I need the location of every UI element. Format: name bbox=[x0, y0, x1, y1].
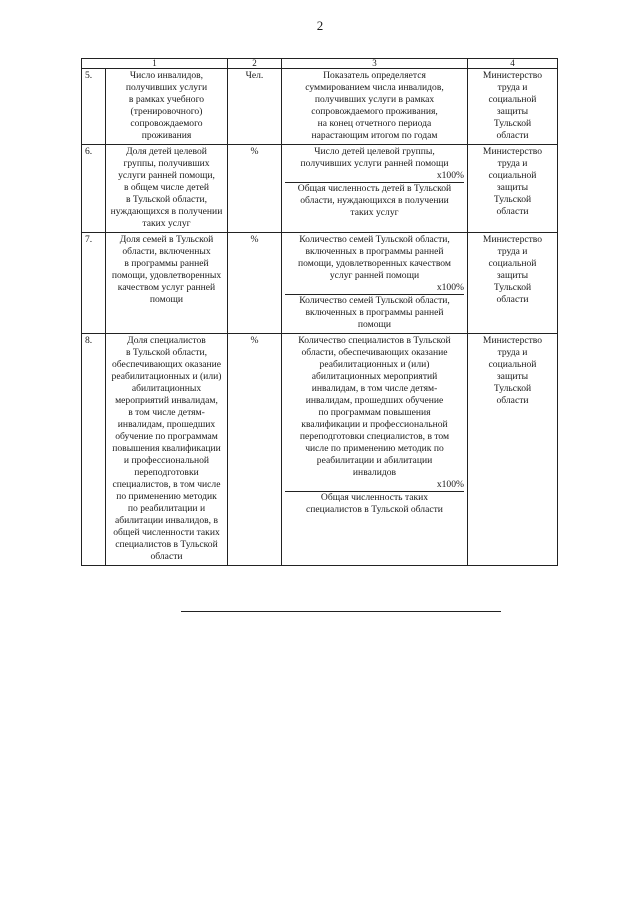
indicator-name-line: услуги ранней помощи, bbox=[118, 170, 215, 181]
formula-numerator-line: услуг ранней помощи bbox=[329, 270, 420, 281]
responsible-body bbox=[468, 233, 558, 334]
unit-of-measure: % bbox=[228, 334, 282, 566]
indicator-name-line: Доля семей в Тульской bbox=[119, 234, 214, 245]
indicator-name-line: переподготовки bbox=[134, 467, 199, 478]
responsible-body-line: Тульской bbox=[493, 194, 532, 205]
unit-of-measure: % bbox=[228, 233, 282, 334]
indicator-name-line: Доля специалистов bbox=[127, 335, 206, 346]
formula-denominator-line: таких услуг bbox=[350, 207, 399, 218]
indicator-name-line: сопровождаемого bbox=[130, 118, 203, 129]
formula-denominator-line: Количество семей Тульской области, bbox=[299, 295, 450, 306]
responsible-body-line: защиты bbox=[496, 371, 529, 382]
calculation-formula bbox=[282, 233, 468, 334]
formula-denominator-line: специалистов в Тульской области bbox=[306, 504, 443, 515]
indicator-name bbox=[106, 233, 228, 334]
table-row bbox=[82, 145, 558, 233]
responsible-body-line: Тульской bbox=[493, 383, 532, 394]
responsible-body-line: социальной bbox=[488, 94, 537, 105]
calculation-formula bbox=[282, 69, 468, 145]
indicator-name-line: области bbox=[150, 551, 183, 562]
formula-numerator-line: Число детей целевой группы, bbox=[314, 146, 435, 157]
responsible-body-line: Министерство bbox=[482, 146, 543, 157]
responsible-body-line: области bbox=[496, 395, 529, 406]
indicator-name-line: повышения квалификации bbox=[112, 443, 221, 454]
table-row bbox=[82, 233, 558, 334]
formula-numerator-line: получивших услуги в рамках bbox=[314, 94, 435, 105]
indicator-name-line: по применению методик bbox=[116, 491, 217, 502]
indicator-name-line: общей численности таких bbox=[113, 527, 220, 538]
fraction-bar: х100% bbox=[285, 479, 464, 492]
indicator-name bbox=[106, 69, 228, 145]
responsible-body-line: Министерство bbox=[482, 234, 543, 245]
indicator-name-line: нуждающихся в получении bbox=[110, 206, 223, 217]
responsible-body bbox=[468, 334, 558, 566]
formula-numerator-line: переподготовки специалистов, в том bbox=[299, 431, 450, 442]
formula-numerator-line: инвалидов bbox=[352, 467, 397, 478]
column-header: 2 bbox=[228, 59, 282, 69]
column-header: 1 bbox=[82, 59, 228, 69]
responsible-body-line: области bbox=[496, 130, 529, 141]
responsible-body-line: социальной bbox=[488, 359, 537, 370]
indicator-name-line: в том числе детям- bbox=[128, 407, 205, 418]
formula-numerator-line: по программам повышения bbox=[318, 407, 431, 418]
indicator-name bbox=[106, 334, 228, 566]
formula-numerator-line: суммированием числа инвалидов, bbox=[305, 82, 444, 93]
responsible-body-line: труда и bbox=[497, 347, 528, 358]
formula-numerator-line: помощи, удовлетворенных качеством bbox=[298, 258, 451, 269]
unit-of-measure: % bbox=[228, 145, 282, 233]
indicator-name-line: области, включенных bbox=[122, 246, 211, 257]
indicator-name-line: по реабилитации и bbox=[127, 503, 206, 514]
responsible-body-line: Тульской bbox=[493, 282, 532, 293]
responsible-body-line: Министерство bbox=[482, 335, 543, 346]
column-header: 4 bbox=[468, 59, 558, 69]
indicator-name-line: Доля детей целевой bbox=[126, 146, 207, 157]
indicator-name-line: в общем числе детей bbox=[123, 182, 210, 193]
indicator-name-line: получивших услуги bbox=[125, 82, 208, 93]
responsible-body-line: труда и bbox=[497, 82, 528, 93]
formula-denominator-line: включенных в программы ранней bbox=[305, 307, 444, 318]
indicator-name-line: таких услуг bbox=[142, 218, 191, 229]
responsible-body bbox=[468, 69, 558, 145]
formula-numerator-line: инвалидам, в том числе детям- bbox=[311, 383, 438, 394]
table-header-row bbox=[82, 59, 558, 69]
indicator-name-line: абилитационных bbox=[131, 383, 202, 394]
formula-denominator-line: Общая численность таких bbox=[320, 492, 429, 503]
formula-numerator-line: реабилитационных и (или) bbox=[319, 359, 430, 370]
formula-numerator-line: числе по применению методик по bbox=[305, 443, 444, 454]
table-row bbox=[82, 69, 558, 145]
formula-numerator-line: получивших услуги ранней помощи bbox=[300, 158, 449, 169]
indicators-table bbox=[81, 58, 558, 566]
formula-numerator-line: сопровождаемого проживания, bbox=[311, 106, 438, 117]
indicator-name-line: обеспечивающих оказание bbox=[111, 359, 222, 370]
indicator-name-line: реабилитационных и (или) bbox=[111, 371, 222, 382]
responsible-body-line: области bbox=[496, 294, 529, 305]
row-number: 7. bbox=[82, 233, 106, 334]
responsible-body-line: защиты bbox=[496, 270, 529, 281]
row-number: 8. bbox=[82, 334, 106, 566]
indicator-name bbox=[106, 145, 228, 233]
indicator-name-line: мероприятий инвалидам, bbox=[115, 395, 218, 406]
indicator-name-line: проживания bbox=[141, 130, 192, 141]
formula-numerator-line: на конец отчетного периода bbox=[317, 118, 432, 129]
indicator-name-line: в рамках учебного bbox=[128, 94, 205, 105]
formula-numerator-line: Количество специалистов в Тульской bbox=[298, 335, 451, 346]
row-number: 5. bbox=[82, 69, 106, 145]
responsible-body-line: социальной bbox=[488, 258, 537, 269]
indicator-name-line: помощи, удовлетворенных bbox=[111, 270, 222, 281]
indicator-name-line: инвалидам, прошедших bbox=[117, 419, 216, 430]
responsible-body-line: защиты bbox=[496, 182, 529, 193]
formula-numerator-line: Показатель определяется bbox=[323, 70, 426, 81]
indicator-name-line: специалистов, в том числе bbox=[112, 479, 221, 490]
formula-numerator-line: Количество семей Тульской области, bbox=[299, 234, 450, 245]
indicator-name-line: в Тульской области, bbox=[125, 347, 208, 358]
responsible-body bbox=[468, 145, 558, 233]
indicator-name-line: (тренировочного) bbox=[130, 106, 203, 117]
formula-denominator-line: области, нуждающихся в получении bbox=[300, 195, 449, 206]
indicator-name-line: обучение по программам bbox=[115, 431, 218, 442]
formula-numerator-line: абилитационных мероприятий bbox=[311, 371, 438, 382]
indicator-name-line: помощи bbox=[149, 294, 184, 305]
indicator-name-line: специалистов в Тульской bbox=[115, 539, 218, 550]
formula-denominator-line: Общая численность детей в Тульской bbox=[297, 183, 452, 194]
responsible-body-line: защиты bbox=[496, 106, 529, 117]
responsible-body-line: труда и bbox=[497, 158, 528, 169]
formula-numerator-line: инвалидам, прошедших обучение bbox=[305, 395, 444, 406]
footer-rule bbox=[181, 611, 501, 612]
fraction-bar: х100% bbox=[285, 170, 464, 183]
unit-of-measure: Чел. bbox=[228, 69, 282, 145]
row-number: 6. bbox=[82, 145, 106, 233]
calculation-formula bbox=[282, 334, 468, 566]
responsible-body-line: Тульской bbox=[493, 118, 532, 129]
indicator-name-line: Число инвалидов, bbox=[129, 70, 204, 81]
page-number: 2 bbox=[316, 18, 324, 33]
column-header: 3 bbox=[282, 59, 468, 69]
responsible-body-line: Министерство bbox=[482, 70, 543, 81]
indicator-name-line: абилитации инвалидов, в bbox=[114, 515, 219, 526]
formula-numerator-line: области, обеспечивающих оказание bbox=[301, 347, 448, 358]
formula-numerator-line: реабилитации и абилитации bbox=[316, 455, 433, 466]
formula-numerator-line: включенных в программы ранней bbox=[305, 246, 444, 257]
indicator-name-line: качеством услуг ранней bbox=[117, 282, 216, 293]
formula-denominator-line: помощи bbox=[357, 319, 392, 330]
indicator-name-line: в программы ранней bbox=[124, 258, 209, 269]
indicator-name-line: в Тульской области, bbox=[125, 194, 208, 205]
indicator-name-line: и профессиональной bbox=[123, 455, 210, 466]
fraction-bar: х100% bbox=[285, 282, 464, 295]
indicator-name-line: группы, получивших bbox=[123, 158, 210, 169]
responsible-body-line: области bbox=[496, 206, 529, 217]
responsible-body-line: социальной bbox=[488, 170, 537, 181]
formula-numerator-line: нарастающим итогом по годам bbox=[311, 130, 438, 141]
calculation-formula bbox=[282, 145, 468, 233]
formula-numerator-line: квалификации и профессиональной bbox=[301, 419, 448, 430]
table-row bbox=[82, 334, 558, 566]
responsible-body-line: труда и bbox=[497, 246, 528, 257]
